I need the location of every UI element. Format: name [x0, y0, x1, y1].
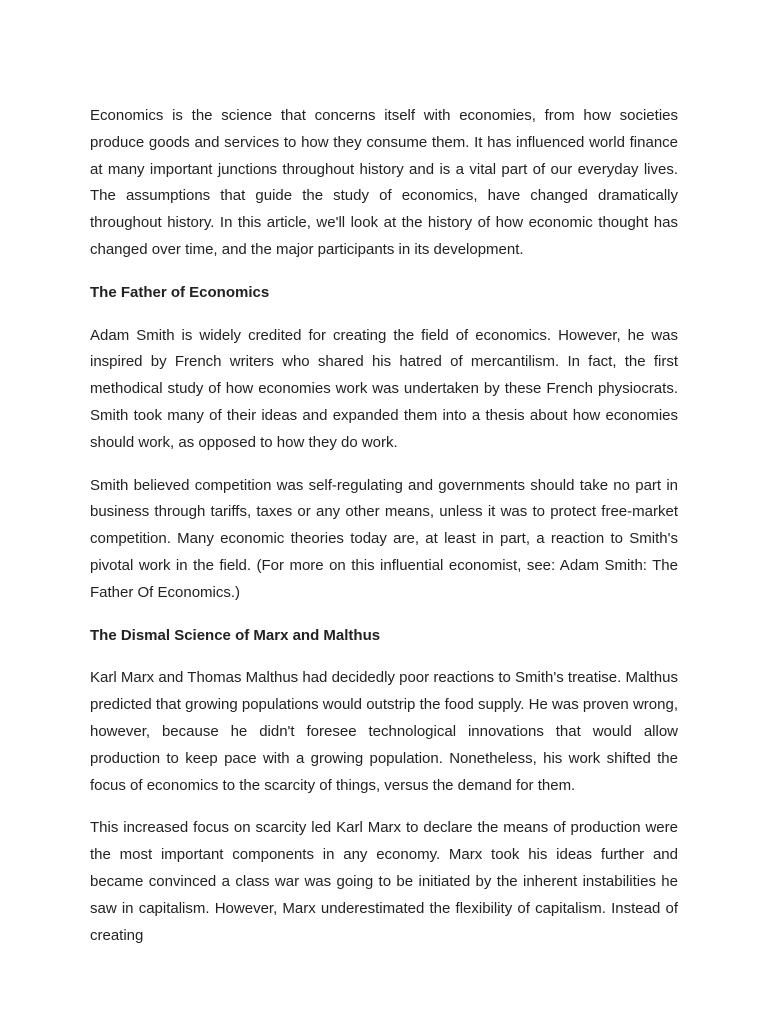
section-heading-father-of-economics: The Father of Economics [90, 283, 270, 301]
paragraph-adam-smith-credit: Adam Smith is widely credited for creating the field of economics. However, he was inspired by French writers who shared his hatred of mercantilism. In fact, the first methodical study of how economies work was undertaken by these French physiocrats. Smith took many of their ideas and expanded them into a thesis about how economies should work, as opposed to how they do work. [90, 326, 678, 451]
paragraph-scarcity-focus: This increased focus on scarcity led Karl Marx to declare the means of production were the most important components in any economy. Marx took his ideas further and became convinced a class war was going to be initiated by the inherent instabilities he saw in capitalism. However, Marx underestimated the flexibility of capitalism. Instead of creating [90, 819, 678, 944]
document-page [90, 103, 678, 965]
intro-paragraph: Economics is the science that concerns itself with economies, from how societies produce goods and services to how they consume them. It has influenced world finance at many important junctions throughout history and is a vital part of our everyday lives. The assumptions that guide the study of economics, have changed dramatically throughout history. In this article, we'll look at the history of how economic thought has changed over time, and the major participants in its development. [90, 107, 678, 258]
section-heading-dismal-science: The Dismal Science of Marx and Malthus [90, 626, 381, 644]
paragraph-marx-malthus-reactions: Karl Marx and Thomas Malthus had decidedly poor reactions to Smith's treatise. Malthus predicted that growing populations would outstrip the food supply. He was proven wrong, however, because he didn't foresee technological innovations that would allow production to keep pace with a growing population. Nonetheless, his work shifted the focus of economics to the scarcity of things, versus the demand for them. [90, 669, 678, 794]
paragraph-smith-competition: Smith believed competition was self-regulating and governments should take no part in business through tariffs, taxes or any other means, unless it was to protect free-market competition. Many economic theories today are, at least in part, a reaction to Smith's pivotal work in the field. (For more on this influential economist, see: Adam Smith: The Father Of Economics.) [90, 476, 678, 601]
